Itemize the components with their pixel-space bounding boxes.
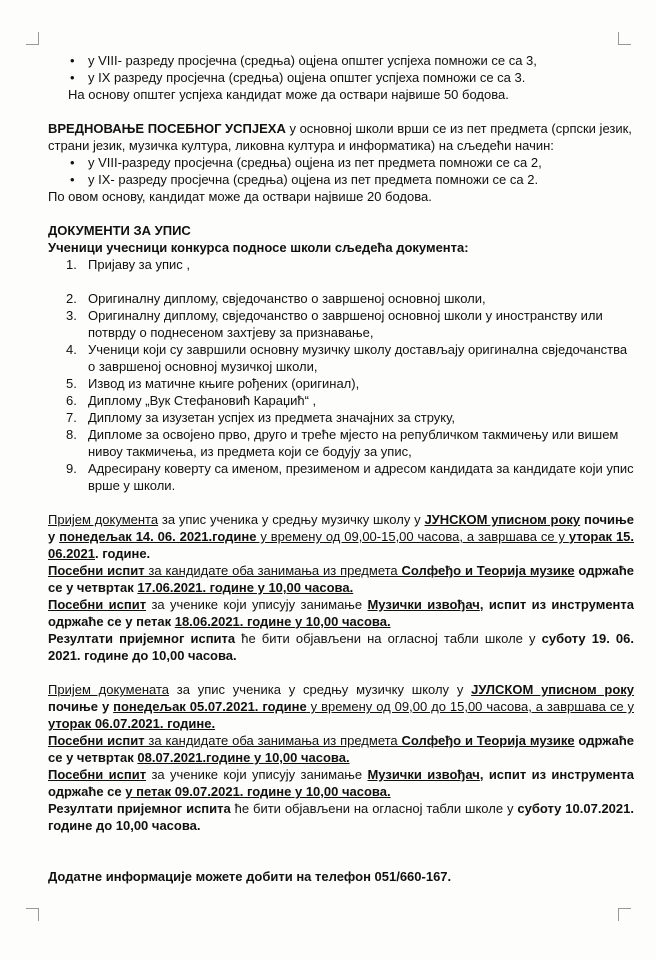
- intro-note: На основу општег успјеха кандидат може да оствари највише 50 бодова.: [68, 87, 509, 102]
- list-item: 1. Пријаву за упис ,: [66, 257, 191, 272]
- crop-mark: [618, 32, 631, 45]
- list-item: 5. Извод из матичне књиге рођених (оригинал),: [66, 376, 360, 391]
- june-exam-theory-paragraph: Посебни испит за кандидате оба занимања из предмета Солфеђо и Теорија музике одржаће се у четвртак 17.06.2021. године у 10,00 часова.: [48, 563, 634, 595]
- list-item: 6. Диплому „Вук Стефановић Караџић“ ,: [66, 393, 317, 408]
- june-exam-instrument-paragraph: Посебни испит за ученике који уписују занимање Музички извођач, испит из инструмента одржаће се у петак 18.06.2021. године у 10,00 часова.: [48, 597, 634, 629]
- june-intake-paragraph: Пријем документа за упис ученика у средњу музичку школу у ЈУНСКОМ уписном року почиње у понедељак 14. 06. 2021.године у времену од 09,00-15,00 часова, а завршава се у уторак 15. 06.2021. године.: [48, 512, 635, 561]
- document-body: [48, 52, 634, 885]
- list-item: • у VIII-разреду просјечна (средња) оцјена из пет предмета помножи се са 2,: [48, 154, 634, 171]
- special-success-paragraph: ВРЕДНОВАЊЕ ПОСЕБНОГ УСПЈЕХА у основној школи врши се из пет предмета (српски језик, страни језик, музичка култура, ликовна култура и информатика) на сљедећи начин:: [48, 121, 632, 153]
- list-item: 9. Адресирану коверту са именом, презименом и адресом кандидата за кандидате који упис врше у школи.: [66, 461, 634, 493]
- special-success-note: По овом основу, кандидат може да оствари највише 20 бодова.: [48, 189, 432, 204]
- crop-mark: [26, 908, 39, 921]
- footer-contact: Додатне информације можете добити на телефон 051/660-167.: [48, 869, 452, 884]
- list-item: 3. Оригиналну диплому, свједочанство о завршеној основној школи у иностранству или потврду о поднесеном захтјеву за признавање,: [66, 308, 603, 340]
- section-heading: ВРЕДНОВАЊЕ ПОСЕБНОГ УСПЈЕХА: [48, 121, 286, 136]
- section-subheading: Ученици учесници конкурса подносе школи сљедећа документа:: [48, 240, 469, 255]
- list-item: • у IX- разреду просјечна (средња) оцјена из пет предмета помножи се са 2.: [48, 171, 634, 188]
- list-item: 4. Ученици који су завршили основну музичку школу достављају оригинална свједочанства о завршеној основној музичкој школи,: [66, 342, 628, 374]
- july-results-paragraph: Резултати пријемног испита ће бити објављени на огласној табли школе у суботу 10.07.2021. године до 10,00 часова.: [48, 801, 634, 833]
- list-item: • у VIII- разреду просјечна (средња) оцјена општег успјеха помножи се са 3,: [48, 52, 634, 69]
- documents-list: [48, 256, 634, 494]
- list-item: 8. Дипломе за освојено прво, друго и треће мјесто на републичком такмичењу или вишем нивоу такмичења, из предмета који се бодују за упис,: [66, 427, 619, 459]
- list-item-spacer: [48, 273, 634, 290]
- list-item: 2. Оригиналну диплому, свједочанство о завршеној основној школи,: [66, 291, 486, 306]
- crop-mark: [26, 32, 39, 45]
- crop-mark: [618, 908, 631, 921]
- june-results-paragraph: Резултати пријемног испита ће бити објављени на огласној табли школе у суботу 19. 06. 2021. године до 10,00 часова.: [48, 631, 634, 663]
- july-intake-paragraph: Пријем докумената за упис ученика у средњу музичку школу у ЈУЛСКОМ уписном року почиње у понедељак 05.07.2021. године у времену од 09,00 до 15,00 часова, а завршава се у уторак 06.07.2021. године.: [48, 682, 634, 731]
- list-item: • у IX разреду просјечна (средња) оцјена општег успјеха помножи се са 3.: [48, 69, 634, 86]
- section-heading: ДОКУМЕНТИ ЗА УПИС: [48, 223, 191, 238]
- july-exam-instrument-paragraph: Посебни испит за ученике који уписују занимање Музички извођач, испит из инструмента одржаће се у петак 09.07.2021. године у 10,00 часова.: [48, 767, 634, 799]
- july-exam-theory-paragraph: Посебни испит за кандидате оба занимања из предмета Солфеђо и Теорија музике одржаће се у четвртак 08.07.2021.године у 10,00 часова.: [48, 733, 634, 765]
- list-item: 7. Диплому за изузетан успјех из предмета значајних за струку,: [66, 410, 455, 425]
